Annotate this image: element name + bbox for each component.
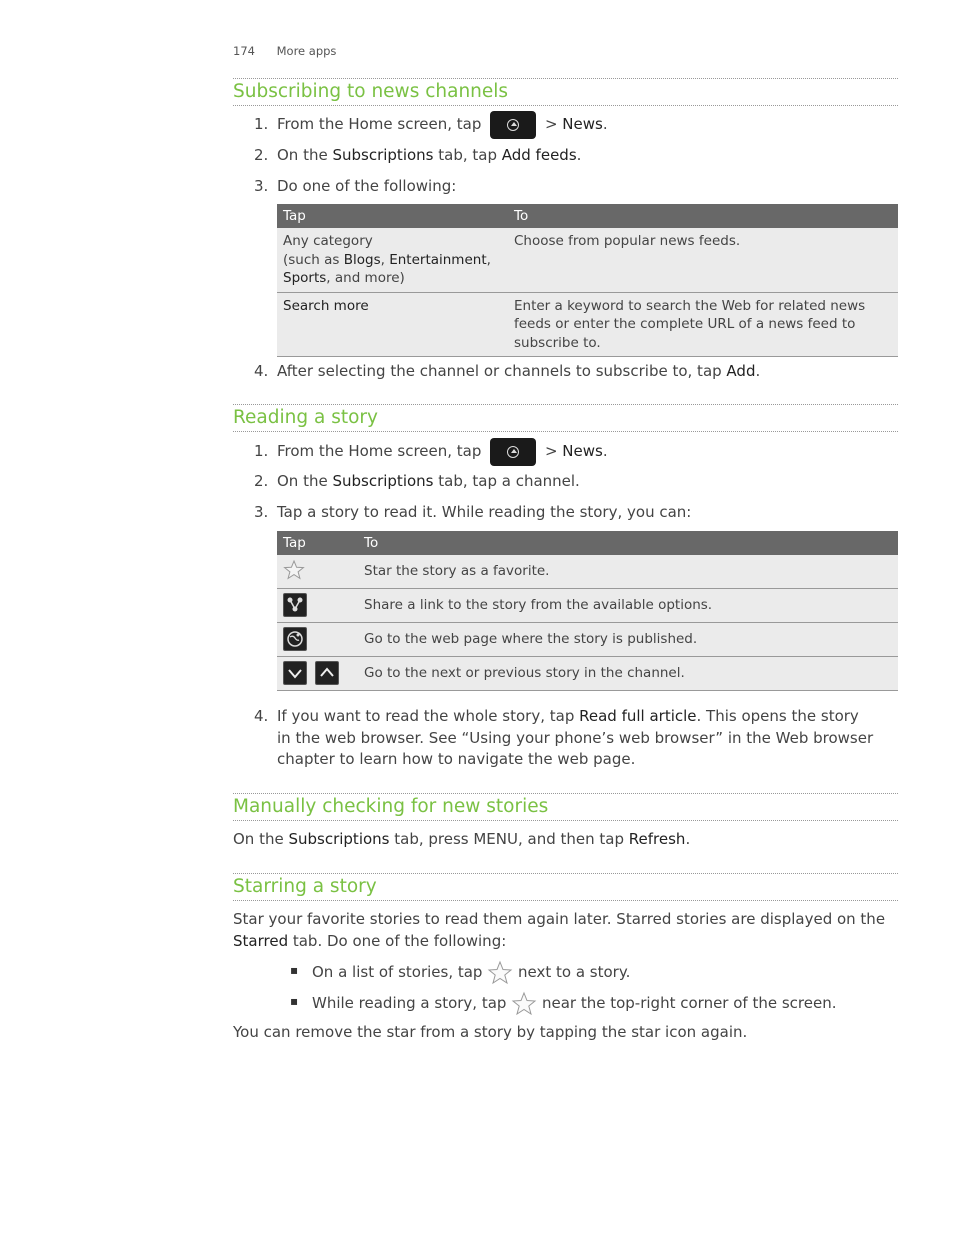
section-title: Reading a story <box>233 407 378 428</box>
table-cell-to: Go to the web page where the story is published. <box>358 623 898 657</box>
paragraph-part: On the <box>233 830 289 848</box>
add-label: Add <box>726 362 756 380</box>
step-text-post: > <box>544 115 563 133</box>
paragraph-part: tab. Do one of the following: <box>288 931 507 950</box>
cell-line: subscribe to. <box>514 334 601 351</box>
paragraph-part: . <box>685 830 691 848</box>
step-text <box>277 471 580 491</box>
table-header-to: To <box>508 204 898 228</box>
step-text-end: . <box>602 115 608 133</box>
step-text-part: . This opens the story <box>696 707 859 725</box>
step-text <box>277 145 581 165</box>
star-outline-icon <box>283 559 305 581</box>
cell-text: , <box>486 251 491 268</box>
paragraph <box>233 909 885 952</box>
table-cell-tap <box>277 228 508 292</box>
paragraph-part: tab, press MENU, and then tap <box>389 830 629 848</box>
bullet-text: On a list of stories, tap <box>312 963 483 981</box>
paragraph <box>233 829 690 849</box>
step-number: 3. <box>254 177 269 195</box>
table-cell-to: Share a link to the story from the available options. <box>358 589 898 623</box>
star-outline-icon <box>511 991 537 1017</box>
step-number: 4. <box>254 362 269 380</box>
step-text <box>277 706 873 771</box>
paragraph-line <box>233 931 885 953</box>
table-cell-to <box>508 292 898 357</box>
cell-line: Any category <box>283 233 373 249</box>
step-text <box>277 109 608 139</box>
table-cell-to: Go to the next or previous story in the channel. <box>358 657 898 691</box>
bullet-text: near the top-right corner of the screen. <box>541 994 837 1012</box>
bullet-marker: ▪ <box>290 994 299 1008</box>
table-cell-tap: Search more <box>277 292 508 357</box>
globe-icon <box>283 627 307 651</box>
cell-line <box>283 251 502 270</box>
section-heading-subscribing <box>233 78 898 106</box>
step-text-part: tab, tap a channel. <box>433 472 580 490</box>
step-number: 1. <box>254 442 269 460</box>
news-label: News <box>562 442 603 460</box>
step-text-pre: From the Home screen, tap <box>277 442 482 460</box>
subscriptions-label: Subscriptions <box>332 146 434 164</box>
table-header-tap: Tap <box>277 204 508 228</box>
step-line <box>277 706 873 728</box>
step-text-post: > <box>544 442 563 460</box>
section-heading-reading <box>233 404 898 432</box>
cell-text: Entertainment <box>389 251 487 268</box>
table-cell-tap <box>277 555 358 589</box>
chevron-up-icon <box>315 661 339 685</box>
news-label: News <box>562 115 603 133</box>
add-feeds-label: Add feeds <box>501 146 577 164</box>
cell-text: , and more) <box>326 270 405 286</box>
step-number: 2. <box>254 472 269 490</box>
paragraph-line: Star your favorite stories to read them again later. Starred stories are displayed on the <box>233 910 886 928</box>
step-number: 2. <box>254 146 269 164</box>
step-line: chapter to learn how to navigate the web page. <box>277 750 636 768</box>
table-cell-tap <box>277 623 358 657</box>
cell-text: , <box>380 251 390 268</box>
table-row <box>277 292 898 357</box>
page-number: 174 <box>233 44 255 58</box>
page-header <box>233 44 336 58</box>
bullet-marker: ▪ <box>290 963 299 977</box>
step-text-part: After selecting the channel or channels to subscribe to, tap <box>277 362 727 380</box>
cell-line: Enter a keyword to search the Web for related news <box>514 297 866 314</box>
share-icon <box>283 593 307 617</box>
step-number: 3. <box>254 503 269 521</box>
table-header-to: To <box>358 531 898 555</box>
bullet-text: next to a story. <box>518 963 631 981</box>
section-heading-starring <box>233 873 898 901</box>
star-outline-icon <box>487 960 513 986</box>
table-row <box>277 589 898 623</box>
chapter-title: More apps <box>276 44 337 58</box>
step-text <box>277 436 608 466</box>
subscribe-options-table <box>277 204 898 357</box>
cell-text: Blogs <box>343 251 381 268</box>
step-number: 1. <box>254 115 269 133</box>
all-apps-button-icon <box>490 438 536 466</box>
table-row <box>277 657 898 691</box>
table-row <box>277 623 898 657</box>
cell-text: (such as <box>283 251 344 268</box>
read-full-article-label: Read full article <box>579 707 697 725</box>
subscriptions-label: Subscriptions <box>332 472 434 490</box>
step-text <box>277 361 760 381</box>
table-cell-tap <box>277 657 358 691</box>
step-text-part: On the <box>277 146 333 164</box>
table-header-tap: Tap <box>277 531 358 555</box>
step-number: 4. <box>254 707 269 725</box>
step-text: Tap a story to read it. While reading the story, you can: <box>277 503 692 521</box>
bullet-text: While reading a story, tap <box>312 994 507 1012</box>
subscriptions-label: Subscriptions <box>288 830 390 848</box>
bullet-item <box>312 958 630 986</box>
table-cell-to: Choose from popular news feeds. <box>508 228 898 292</box>
starred-label: Starred <box>233 931 289 950</box>
step-text-part: On the <box>277 472 333 490</box>
story-actions-table <box>277 531 898 691</box>
cell-text: Sports <box>283 270 327 286</box>
table-cell-tap <box>277 589 358 623</box>
step-text-part: . <box>755 362 761 380</box>
paragraph: You can remove the star from a story by tapping the star icon again. <box>233 1023 748 1041</box>
step-line: in the web browser. See “Using your phone’s web browser” in the Web browser <box>277 728 874 747</box>
step-text-pre: From the Home screen, tap <box>277 115 482 133</box>
step-text-part: tab, tap <box>433 146 502 164</box>
refresh-label: Refresh <box>628 830 686 848</box>
section-title: Subscribing to news channels <box>233 81 509 102</box>
cell-line: feeds or enter the complete URL of a news feed to <box>514 316 856 332</box>
table-row <box>277 555 898 589</box>
table-cell-to: Star the story as a favorite. <box>358 555 898 589</box>
step-text-end: . <box>602 442 608 460</box>
step-text-part: . <box>576 146 582 164</box>
chevron-down-icon <box>283 661 307 685</box>
section-title: Manually checking for new stories <box>233 796 549 817</box>
table-row <box>277 228 898 292</box>
step-text-part: If you want to read the whole story, tap <box>277 707 580 725</box>
section-heading-manually-checking <box>233 793 898 821</box>
all-apps-button-icon <box>490 111 536 139</box>
step-text: Do one of the following: <box>277 177 457 195</box>
bullet-item <box>312 989 836 1017</box>
section-title: Starring a story <box>233 876 377 897</box>
cell-line <box>283 269 502 288</box>
